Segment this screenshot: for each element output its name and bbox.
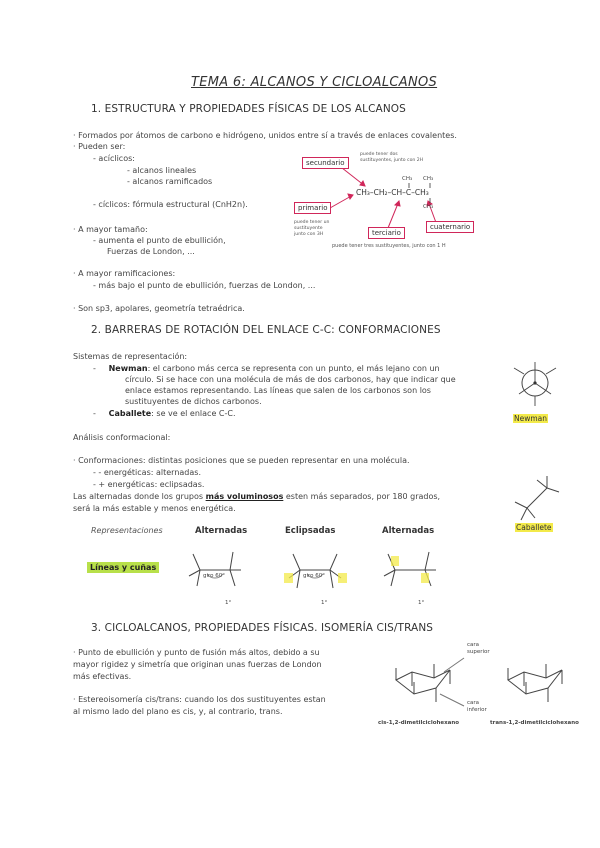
section-3-heading: 3. CICLOALCANOS, PROPIEDADES FÍSICAS. ISOMERÍA CIS/TRANS: [91, 622, 434, 634]
text-line: - alcanos ramificados: [127, 177, 213, 186]
carbon-classification-figure: [290, 150, 530, 260]
newman-text: : el carbono más cerca se representa con un punto, el más lejano con un: [147, 364, 440, 373]
text-line: · A mayor tamaño:: [73, 225, 148, 234]
conformation-diagrams: [185, 540, 505, 600]
cara-superior-2: superior: [467, 649, 490, 655]
label-cuaternario: cuaternario: [426, 221, 474, 233]
newman-label: Newman: [514, 414, 548, 423]
text-line: · Formados por átomos de carbono e hidrógeno, unidos entre sí a través de enlaces covalentes.: [73, 131, 457, 140]
text-line: · Pueden ser:: [73, 142, 126, 151]
text-line: enlace estamos representando. Las líneas que salen de los carbonos son los: [125, 386, 431, 395]
conformation-table: [85, 518, 515, 610]
text-line: Sistemas de representación:: [73, 352, 188, 361]
newman-term: Newman: [108, 364, 148, 373]
col-alternadas-2: Alternadas: [382, 526, 435, 536]
newman-figure: [505, 356, 565, 428]
cyclohexane-figure: [378, 640, 583, 735]
text-line: · Punto de ebullición y punto de fusión más altos, debido a su: [73, 648, 320, 657]
label-terciario: terciario: [368, 227, 405, 239]
text-line: - más bajo el punto de ebullición, fuerzas de London, ...: [93, 281, 316, 290]
caballete-label: Caballete: [516, 523, 552, 532]
text-line: - Caballete: se ve el enlace C-C.: [93, 409, 236, 418]
text-line: · A mayor ramificaciones:: [73, 269, 176, 278]
caballete-diagram: [505, 470, 575, 525]
text-line: círculo. Si se hace con una molécula de más de dos carbonos, hay que indicar que: [125, 375, 456, 384]
note-left-1: puede tener un: [294, 220, 330, 225]
text-line: - cíclicos: fórmula estructural (CnH2n).: [93, 200, 248, 209]
row-lineas-cunas: Líneas y cuñas: [87, 562, 159, 573]
cara-superior-1: cara: [467, 642, 480, 648]
text-line: Fuerzas de London, ...: [107, 247, 195, 256]
caballete-term: Caballete: [108, 409, 152, 418]
text-line: será la más estable y menos energética.: [73, 504, 236, 513]
footnote-1: 1°: [225, 600, 232, 606]
angle-label-1: giro 60°: [203, 573, 226, 579]
text-line: - alcanos lineales: [127, 166, 197, 175]
text-line: · Estereoisomería cis/trans: cuando los dos sustituyentes estan: [73, 695, 326, 704]
text-line: - - energéticas: alternadas.: [93, 468, 201, 477]
note-left-2: sustituyente: [294, 226, 323, 231]
label-primario: primario: [294, 202, 331, 214]
text-line: · Son sp3, apolares, geometría tetraédrica.: [73, 304, 245, 313]
footnote-2: 1°: [321, 600, 328, 606]
caballete-figure: [505, 470, 575, 540]
text-line: - + energéticas: eclipsadas.: [93, 480, 205, 489]
note-top-2: sustituyentes, junto con 2H: [360, 158, 424, 163]
col-eclipsadas: Eclipsadas: [285, 526, 336, 536]
text-line: [73, 491, 440, 502]
emphasis-text: más voluminosos: [205, 492, 284, 501]
text-part: Las alternadas donde los grupos: [73, 492, 206, 501]
cis-label: cis-1,2-dimetilciclohexano: [378, 720, 460, 726]
cara-inferior-2: inferior: [467, 707, 487, 713]
section-2-heading: 2. BARRERAS DE ROTACIÓN DEL ENLACE C-C: CONFORMACIONES: [91, 324, 441, 336]
footnote-3: 1°: [418, 600, 425, 606]
angle-label-2: giro 60°: [303, 573, 326, 579]
trans-label: trans-1,2-dimetilciclohexano: [490, 720, 579, 726]
formula-main: CH₃–CH₂–CH–C–CH₃: [356, 188, 429, 197]
text-line: al mismo lado del plano es cis, y, al contrario, trans.: [73, 707, 283, 716]
text-line: - aumenta el punto de ebullición,: [93, 236, 226, 245]
formula-top-1: CH₃: [402, 176, 413, 182]
text-line: sustituyentes de dichos carbonos.: [125, 397, 262, 406]
note-left-3: junto con 3H: [294, 232, 324, 237]
label-secundario: secundario: [302, 157, 349, 169]
text-line: Análisis conformacional:: [73, 433, 171, 442]
note-top-1: puede tener dos: [360, 152, 398, 157]
caballete-text: : se ve el enlace C-C.: [151, 409, 236, 418]
formula-top-2: CH₃: [423, 176, 434, 182]
newman-diagram: [505, 356, 565, 416]
text-line: más efectivas.: [73, 672, 132, 681]
section-1-heading: 1. ESTRUCTURA Y PROPIEDADES FÍSICAS DE LOS ALCANOS: [91, 103, 406, 115]
text-line: mayor rigidez y simetría que originan unas fuerzas de London: [73, 660, 322, 669]
text-part: esten más separados, por 180 grados,: [283, 492, 441, 501]
rep-header: Representaciones: [91, 526, 163, 535]
text-line: - Newman: el carbono más cerca se representa con un punto, el más lejano con un: [93, 364, 440, 373]
col-alternadas-1: Alternadas: [195, 526, 248, 536]
note-bottom: puede tener tres sustituyentes, junto con 1 H: [332, 243, 446, 249]
formula-bottom: CH₃: [423, 204, 434, 210]
page-title: TEMA 6: ALCANOS Y CICLOALCANOS: [191, 75, 438, 90]
text-line: - acíclicos:: [93, 154, 135, 163]
cara-inferior-1: cara: [467, 700, 480, 706]
text-line: · Conformaciones: distintas posiciones que se pueden representar en una molécula.: [73, 456, 410, 465]
